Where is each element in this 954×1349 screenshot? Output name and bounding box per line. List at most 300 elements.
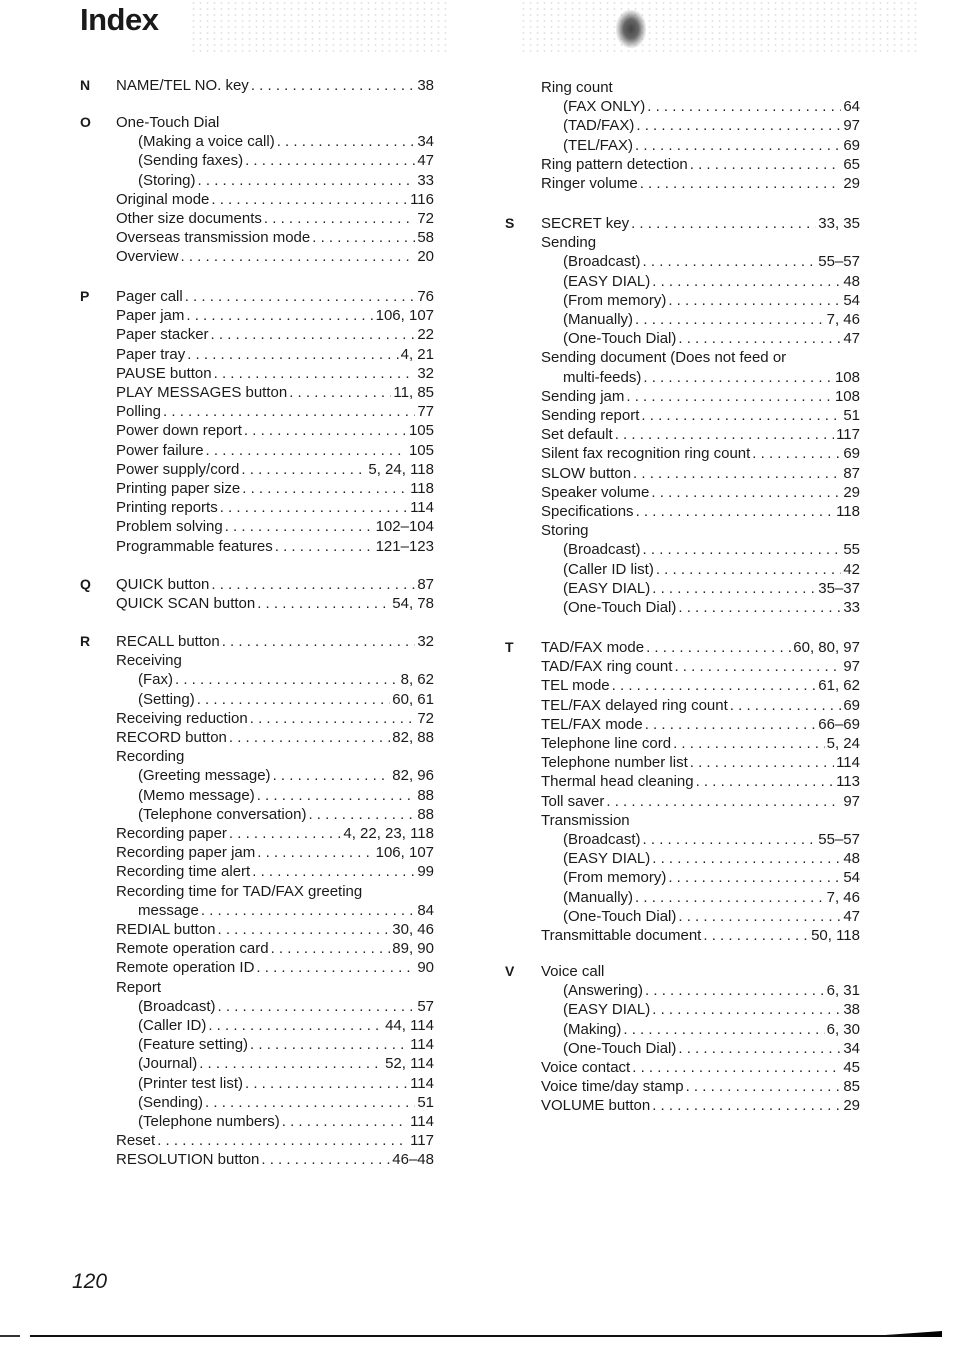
index-subentry — [563, 830, 860, 849]
dot-leader — [631, 214, 816, 233]
index-entry — [541, 753, 860, 772]
dot-leader — [181, 247, 416, 266]
index-entry — [541, 792, 860, 811]
dot-leader — [214, 364, 416, 383]
index-subentry — [563, 252, 860, 271]
dot-leader — [730, 696, 842, 715]
section-letter: P — [80, 288, 90, 304]
entry-page-ref: 33 — [417, 171, 434, 189]
index-entry — [541, 406, 860, 425]
index-entry — [116, 651, 182, 670]
entry-term: Power failure — [116, 441, 204, 459]
entry-term: Overseas transmission mode — [116, 229, 311, 247]
index-entry — [541, 926, 860, 945]
entry-page-ref: 46–48 — [392, 1151, 434, 1169]
index-entry — [116, 325, 434, 344]
index-subentry — [138, 1016, 434, 1035]
index-subentry — [138, 690, 434, 709]
entry-term: TAD/FAX mode — [541, 639, 645, 656]
dot-leader — [289, 383, 391, 402]
entry-term: (FAX ONLY) — [563, 98, 646, 116]
index-subentry — [563, 272, 860, 291]
dot-leader — [652, 1000, 841, 1019]
dot-leader — [690, 753, 834, 772]
entry-page-ref: 84 — [417, 901, 434, 919]
entry-page-ref: 108 — [834, 368, 860, 386]
entry-page-ref: 35–37 — [818, 579, 860, 597]
dot-leader — [256, 958, 415, 977]
index-subentry — [138, 901, 434, 920]
entry-term: (Caller ID) — [138, 1017, 207, 1034]
dot-leader — [636, 116, 841, 135]
entry-term: Paper tray — [116, 345, 186, 363]
index-entry — [541, 348, 786, 367]
entry-term: (From memory) — [563, 869, 667, 887]
dot-leader — [690, 155, 842, 174]
index-entry — [116, 228, 434, 247]
index-entry — [541, 174, 860, 193]
entry-page-ref: 38 — [417, 77, 434, 94]
dot-leader — [198, 171, 416, 190]
entry-page-ref: 4, 21 — [400, 345, 434, 363]
entry-page-ref: 82, 88 — [392, 729, 434, 746]
entry-page-ref: 33 — [843, 599, 860, 616]
entry-page-ref: 54 — [843, 291, 860, 309]
entry-term: (Sending) — [138, 1093, 204, 1111]
dot-leader — [312, 228, 415, 247]
dot-leader — [678, 1039, 841, 1058]
section-letter: N — [80, 77, 91, 93]
dot-leader — [623, 1020, 824, 1039]
dot-leader — [257, 843, 373, 862]
dot-leader — [250, 1035, 408, 1054]
index-subentry — [563, 368, 860, 387]
dot-leader — [220, 498, 408, 517]
entry-page-ref: 97 — [843, 792, 860, 810]
entry-page-ref: 45 — [843, 1059, 860, 1076]
index-entry — [116, 287, 434, 306]
entry-page-ref: 54, 78 — [392, 595, 434, 613]
entry-term: RECALL button — [116, 633, 220, 650]
index-subentry — [138, 766, 434, 785]
entry-term: (Caller ID list) — [563, 560, 654, 578]
index-subentry — [563, 888, 860, 907]
entry-page-ref: 87 — [843, 464, 860, 482]
section-letter: S — [505, 215, 515, 231]
entry-term: (Sending faxes) — [138, 152, 244, 170]
entry-page-ref: 48 — [843, 850, 860, 868]
entry-term: TEL mode — [541, 677, 610, 695]
index-subentry — [563, 310, 860, 329]
entry-page-ref: 5, 24, 118 — [368, 460, 434, 478]
entry-term: (TAD/FAX) — [563, 117, 635, 135]
index-entry — [116, 747, 184, 766]
index-subentry — [563, 1039, 860, 1058]
index-subentry — [138, 1054, 434, 1073]
index-entry — [541, 638, 860, 657]
index-entry — [541, 502, 860, 521]
dot-leader — [636, 502, 835, 521]
entry-term: NAME/TEL NO. key — [116, 77, 249, 94]
dot-leader — [646, 638, 791, 657]
entry-page-ref: 118 — [836, 503, 860, 520]
entry-term: Recording paper jam — [116, 844, 256, 862]
index-entry — [116, 843, 434, 862]
section-letter: O — [80, 114, 91, 130]
header-scan-noise — [520, 0, 920, 52]
dot-leader — [199, 1054, 383, 1073]
index-entry — [541, 772, 860, 791]
entry-term: Ring count — [541, 79, 613, 96]
entry-page-ref: 117 — [836, 426, 860, 444]
entry-term: (Broadcast) — [563, 541, 641, 559]
entry-page-ref: 89, 90 — [392, 940, 434, 958]
entry-term: Recording time alert — [116, 863, 251, 881]
index-entry — [541, 696, 860, 715]
index-entry — [116, 978, 161, 997]
entry-term: RESOLUTION button — [116, 1151, 260, 1169]
index-entry — [116, 920, 434, 939]
index-entry — [116, 575, 434, 594]
entry-page-ref: 7, 46 — [826, 311, 860, 328]
index-entry — [541, 657, 860, 676]
entry-page-ref: 33, 35 — [818, 215, 860, 232]
entry-term: Ring pattern detection — [541, 155, 688, 173]
index-entry — [116, 441, 434, 460]
dot-leader — [308, 805, 415, 824]
dot-leader — [273, 766, 391, 785]
entry-page-ref: 76 — [417, 288, 434, 305]
section-letter: V — [505, 963, 515, 979]
index-subentry — [563, 1000, 860, 1019]
dot-leader — [251, 76, 416, 95]
dot-leader — [632, 1058, 841, 1077]
entry-term: Recording paper — [116, 825, 227, 842]
entry-term: RECORD button — [116, 729, 227, 746]
entry-term: Sending report — [541, 407, 640, 424]
entry-term: Printing paper size — [116, 480, 241, 497]
entry-term: Remote operation ID — [116, 959, 255, 977]
index-entry — [541, 233, 596, 252]
index-subentry — [563, 560, 860, 579]
index-entry — [116, 517, 434, 536]
dot-leader — [635, 136, 841, 155]
dot-leader — [652, 1096, 841, 1115]
dot-leader — [282, 1112, 408, 1131]
entry-term: Thermal head cleaning — [541, 773, 694, 791]
entry-page-ref: 52, 114 — [385, 1055, 434, 1073]
dot-leader — [157, 1131, 408, 1150]
dot-leader — [674, 657, 841, 676]
dot-leader — [656, 560, 841, 579]
dot-leader — [643, 252, 817, 271]
index-entry — [116, 824, 434, 843]
entry-term: Ringer volume — [541, 175, 638, 192]
entry-term: (Broadcast) — [138, 997, 216, 1015]
index-entry — [116, 345, 434, 364]
entry-term: Reset — [116, 1132, 156, 1150]
index-subentry — [138, 1035, 434, 1054]
page-number: 120 — [72, 1270, 108, 1293]
dot-leader — [643, 830, 817, 849]
entry-term: TAD/FAX ring count — [541, 658, 673, 676]
entry-term: Transmittable document — [541, 927, 702, 944]
dot-leader — [275, 537, 374, 556]
index-entry — [541, 676, 860, 695]
entry-page-ref: 90 — [417, 959, 434, 977]
dot-leader — [696, 772, 834, 791]
index-entry — [116, 479, 434, 498]
entry-term: Telephone line cord — [541, 735, 672, 752]
entry-term: Recording — [116, 748, 185, 766]
entry-term: (EASY DIAL) — [563, 1001, 651, 1019]
dot-leader — [277, 132, 416, 151]
dot-leader — [201, 901, 415, 920]
entry-term: TEL/FAX mode — [541, 715, 643, 733]
entry-page-ref: 64 — [843, 98, 860, 116]
entry-page-ref: 82, 96 — [392, 767, 434, 785]
index-entry — [116, 882, 362, 901]
entry-term: Storing — [541, 522, 589, 540]
index-subentry — [563, 116, 860, 135]
index-subentry — [138, 1093, 434, 1112]
entry-page-ref: 44, 114 — [385, 1017, 434, 1034]
entry-term: Receiving — [116, 652, 182, 670]
dot-leader — [175, 670, 399, 689]
entry-page-ref: 105 — [408, 422, 434, 440]
index-subentry — [563, 907, 860, 926]
index-entry — [541, 1058, 860, 1077]
entry-term: (Setting) — [138, 690, 195, 708]
entry-term: Voice time/day stamp — [541, 1078, 684, 1096]
entry-term: SECRET key — [541, 215, 630, 232]
index-subentry — [138, 1074, 434, 1093]
entry-page-ref: 51 — [417, 1093, 434, 1111]
entry-page-ref: 105 — [408, 441, 434, 459]
index-entry — [541, 521, 589, 540]
entry-term: Set default — [541, 426, 613, 444]
entry-term: Polling — [116, 403, 162, 421]
index-entry — [116, 537, 434, 556]
dot-leader — [241, 460, 366, 479]
entry-term: (EASY DIAL) — [563, 579, 651, 597]
entry-term: (One-Touch Dial) — [563, 1039, 677, 1057]
entry-term: PAUSE button — [116, 364, 212, 382]
dot-leader — [185, 287, 416, 306]
entry-term: (EASY DIAL) — [563, 272, 651, 290]
index-subentry — [138, 132, 434, 151]
entry-page-ref: 5, 24 — [826, 735, 860, 752]
index-entry — [116, 1150, 434, 1169]
index-entry — [541, 734, 860, 753]
entry-page-ref: 29 — [843, 175, 860, 192]
entry-term: QUICK button — [116, 576, 210, 593]
entry-page-ref: 88 — [417, 786, 434, 804]
entry-term: (Memo message) — [138, 786, 255, 804]
dot-leader — [615, 425, 834, 444]
entry-term: Recording time for TAD/FAX greeting — [116, 882, 363, 900]
entry-term: multi-feeds) — [563, 368, 642, 386]
entry-page-ref: 97 — [843, 658, 860, 676]
entry-page-ref: 34 — [843, 1039, 860, 1057]
index-entry — [116, 460, 434, 479]
entry-term: SLOW button — [541, 464, 632, 482]
entry-term: (Manually) — [563, 311, 634, 328]
entry-page-ref: 121–123 — [375, 537, 434, 555]
index-subentry — [138, 1112, 434, 1131]
entry-term: (From memory) — [563, 291, 667, 309]
entry-term: Power down report — [116, 422, 242, 440]
dot-leader — [641, 406, 841, 425]
entry-term: (Making) — [563, 1020, 622, 1038]
entry-page-ref: 48 — [843, 272, 860, 290]
dot-leader — [264, 209, 415, 228]
entry-page-ref: 50, 118 — [811, 927, 860, 944]
index-entry — [541, 715, 860, 734]
entry-term: (Greeting message) — [138, 767, 271, 785]
header-scan-noise — [190, 0, 450, 52]
index-subentry — [563, 849, 860, 868]
entry-page-ref: 65 — [843, 155, 860, 173]
dot-leader — [197, 690, 391, 709]
dot-leader — [652, 272, 841, 291]
entry-term: Speaker volume — [541, 483, 650, 501]
entry-term: QUICK SCAN button — [116, 595, 256, 613]
index-entry — [116, 594, 434, 613]
entry-page-ref: 106, 107 — [375, 307, 434, 325]
entry-page-ref: 11, 85 — [393, 384, 434, 401]
dot-leader — [640, 174, 842, 193]
entry-term: Pager call — [116, 288, 183, 305]
entry-page-ref: 77 — [417, 403, 434, 421]
dot-leader — [245, 1074, 408, 1093]
index-subentry — [138, 151, 434, 170]
index-entry — [116, 364, 434, 383]
index-entry — [541, 1077, 860, 1096]
index-subentry — [138, 786, 434, 805]
entry-term: Voice call — [541, 963, 605, 980]
entry-term: Sending jam — [541, 387, 625, 405]
dot-leader — [222, 632, 416, 651]
entry-page-ref: 114 — [410, 1113, 434, 1130]
entry-page-ref: 60, 80, 97 — [793, 639, 860, 656]
dot-leader — [245, 151, 415, 170]
entry-page-ref: 47 — [417, 152, 434, 170]
entry-page-ref: 32 — [417, 633, 434, 650]
entry-term: REDIAL button — [116, 921, 216, 938]
entry-page-ref: 88 — [417, 805, 434, 823]
dot-leader — [208, 1016, 383, 1035]
index-entry — [541, 1096, 860, 1115]
dot-leader — [651, 483, 841, 502]
entry-term: (TEL/FAX) — [563, 136, 634, 154]
entry-page-ref: 55 — [843, 541, 860, 559]
dot-leader — [643, 540, 842, 559]
dot-leader — [612, 676, 817, 695]
index-subentry — [138, 670, 434, 689]
index-subentry — [138, 997, 434, 1016]
entry-page-ref: 87 — [417, 576, 434, 593]
entry-page-ref: 7, 46 — [826, 888, 860, 906]
dot-leader — [211, 575, 415, 594]
dot-leader — [626, 387, 833, 406]
dot-leader — [678, 329, 841, 348]
index-entry — [116, 728, 434, 747]
footer-rule-left — [0, 1335, 20, 1337]
entry-page-ref: 114 — [410, 499, 434, 517]
entry-page-ref: 66–69 — [818, 715, 860, 733]
dot-leader — [668, 868, 841, 887]
dot-leader — [645, 981, 825, 1000]
dot-leader — [652, 849, 841, 868]
entry-page-ref: 72 — [417, 709, 434, 727]
entry-term: Paper stacker — [116, 326, 209, 344]
entry-page-ref: 6, 30 — [826, 1020, 860, 1038]
dot-leader — [218, 920, 391, 939]
dot-leader — [225, 517, 374, 536]
index-entry — [116, 306, 434, 325]
dot-leader — [606, 792, 841, 811]
dot-leader — [668, 291, 841, 310]
index-entry — [116, 76, 434, 95]
section-letter: R — [80, 633, 91, 649]
dot-leader — [205, 1093, 415, 1112]
entry-term: Remote operation card — [116, 940, 269, 958]
index-entry — [116, 190, 434, 209]
dot-leader — [218, 997, 416, 1016]
index-subentry — [563, 579, 860, 598]
entry-term: (Broadcast) — [563, 831, 641, 848]
entry-page-ref: 32 — [417, 364, 434, 382]
dot-leader — [647, 97, 841, 116]
entry-term: TEL/FAX delayed ring count — [541, 696, 728, 714]
entry-term: Transmission — [541, 811, 630, 829]
entry-page-ref: 47 — [843, 330, 860, 348]
entry-page-ref: 69 — [843, 136, 860, 154]
entry-term: Programmable features — [116, 537, 273, 555]
dot-leader — [187, 345, 398, 364]
entry-term: (One-Touch Dial) — [563, 907, 677, 925]
dot-leader — [186, 306, 373, 325]
index-entry — [541, 464, 860, 483]
entry-term: (One-Touch Dial) — [563, 330, 677, 348]
entry-term: message — [138, 901, 199, 919]
entry-term: Specifications — [541, 503, 634, 520]
entry-page-ref: 47 — [843, 907, 860, 925]
dot-leader — [257, 786, 416, 805]
entry-page-ref: 4, 22, 23, 118 — [343, 825, 434, 842]
entry-term: Original mode — [116, 190, 210, 208]
entry-page-ref: 55–57 — [818, 253, 860, 271]
entry-term: Other size documents — [116, 210, 262, 227]
section-letter: Q — [80, 576, 91, 592]
index-entry — [116, 113, 219, 132]
index-subentry — [563, 136, 860, 155]
entry-term: (Answering) — [563, 982, 644, 1000]
index-subentry — [563, 329, 860, 348]
entry-page-ref: 114 — [410, 1074, 434, 1092]
entry-page-ref: 29 — [843, 483, 860, 501]
index-entry — [541, 155, 860, 174]
entry-term: (Storing) — [138, 171, 196, 189]
entry-page-ref: 72 — [417, 210, 434, 227]
dot-leader — [635, 310, 825, 329]
entry-page-ref: 114 — [836, 754, 860, 772]
dot-leader — [752, 444, 841, 463]
entry-term: Power supply/cord — [116, 460, 240, 478]
entry-page-ref: 22 — [417, 326, 434, 344]
entry-term: Sending document (Does not feed or — [541, 349, 787, 367]
